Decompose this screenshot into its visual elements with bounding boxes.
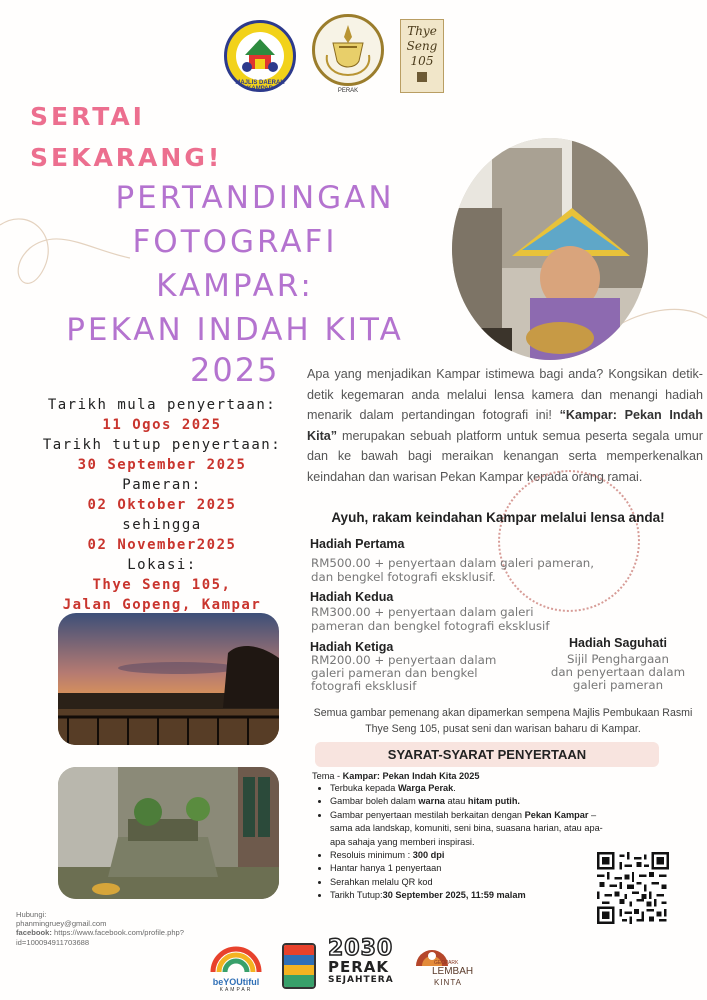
exhibition-note-line-1: Semua gambar pemenang akan dipamerkan sempena Majlis Pembukaan Rasmi — [313, 707, 693, 719]
sertai-line: SERTAI — [30, 102, 145, 131]
intro-paragraph — [307, 364, 703, 488]
third-prize-desc-1: RM200.00 + penyertaan dalam — [311, 653, 497, 667]
contact-email[interactable]: phanmingruey@gmail.com — [16, 919, 107, 929]
exhibition-label: Pameran: — [122, 477, 202, 493]
rule-item — [330, 876, 610, 889]
rule-text: Gambar penyertaan mestilah berkaitan dengan — [330, 809, 525, 820]
title-line-4: PEKAN INDAH KITA — [66, 312, 404, 348]
perak-2030-number: 2030 — [328, 936, 394, 961]
beyoutiful-kampar-logo — [209, 944, 263, 993]
exhibition-start-value: 02 Oktober 2025 — [87, 497, 237, 513]
rule-bold: Warga Perak — [397, 783, 454, 793]
third-prize-desc-2: galeri pameran dan bengkel — [311, 666, 478, 680]
location-line-2: Jalan Gopeng, Kampar — [62, 597, 262, 613]
rule-text: – sama ada landskap, komuniti, seni bina, suasana harian, atau apa-apa sahaja yang memberi inspirasi. — [330, 809, 603, 847]
mdk-caption: MAJLIS DAERAH KAMPAR — [235, 80, 285, 92]
exhibition-end-value: 02 November2025 — [87, 537, 237, 553]
intro-theme-bold: “Kampar: Pekan Indah Kita” — [307, 408, 703, 443]
geopark-lembah-kinta-logo — [414, 938, 474, 990]
title-line-3: KAMPAR: — [156, 268, 314, 304]
rule-bold: 30 September 2025, 11:59 malam — [382, 890, 526, 901]
perak-caption: PERAK — [337, 88, 359, 94]
rule-text: Terbuka kepada — [330, 783, 398, 793]
first-prize-desc-2: dan bengkel fotografi eksklusif. — [311, 570, 496, 584]
title-year: 2025 — [190, 351, 280, 389]
consolation-desc-3: galeri pameran — [572, 678, 664, 692]
heritage-well-photo — [58, 767, 279, 899]
sertai-sekarang-heading — [30, 96, 222, 178]
rule-bold: 300 dpi — [412, 850, 445, 861]
first-prize-desc-1: RM500.00 + penyertaan dalam galeri pameran, — [311, 556, 595, 570]
rule-text: Gambar boleh dalam — [330, 796, 419, 807]
facebook-id: id=100094911703688 — [16, 937, 90, 947]
dotted-circle-decoration — [498, 470, 640, 612]
second-prize-title: Hadiah Kedua — [310, 590, 394, 604]
rule-text: Resoluis minimum : — [330, 850, 413, 861]
geopark-text: GEOPARK — [434, 960, 459, 966]
start-date-label: Tarikh mula penyertaan: — [47, 397, 277, 413]
perak-sejahtera-2030-logo — [328, 938, 400, 985]
title-line-2: FOTOGRAFI — [132, 224, 338, 260]
call-to-action: Ayuh, rakam keindahan Kampar melalui lensa anda! — [331, 510, 665, 525]
title-line-1: PERTANDINGAN — [115, 180, 395, 216]
location-label: Lokasi: — [127, 557, 197, 573]
contact-label: Hubungi: — [16, 910, 47, 919]
beyoutiful-kampar-text: KAMPAR — [219, 987, 253, 993]
rule-bold: hitam putih. — [467, 796, 520, 807]
rule-item — [330, 809, 610, 849]
rule-item — [330, 849, 610, 862]
rules-list — [314, 782, 610, 903]
rule-item — [330, 889, 610, 902]
perak-2030-sejahtera: SEJAHTERA — [328, 975, 394, 985]
until-label: sehingga — [122, 517, 202, 533]
geopark-kinta: KINTA — [434, 978, 462, 987]
exhibition-note-line-2: Thye Seng 105, pusat seni dan warisan baharu di Kampar. — [365, 723, 641, 735]
theme-label: Tema - — [312, 771, 343, 781]
rule-text: Tarikh Tutup: — [330, 890, 383, 901]
intro-text-1: Apa yang menjadikan Kampar istimewa bagi anda? Kongsikan detik-detik kegemaran anda melalui lensa kamera dan menangi hadiah menarik dalam pertandingan fotografi ini! — [307, 367, 703, 423]
street-mural-photo — [452, 138, 648, 360]
contact-facebook[interactable] — [16, 928, 276, 937]
facebook-label: facebook: — [16, 928, 52, 938]
consolation-desc-1: Sijil Penghargaan — [566, 652, 670, 666]
consolation-prize-title: Hadiah Saguhati — [569, 636, 667, 650]
sunset-lake-photo — [58, 613, 279, 745]
rule-text: atau — [444, 796, 468, 807]
rule-text: . — [453, 783, 456, 793]
thye-seng-word-1: Thye — [407, 24, 437, 38]
kampar-badge-logo — [282, 943, 316, 989]
thye-seng-105-logo — [400, 19, 444, 93]
location-line-1: Thye Seng 105, — [92, 577, 232, 593]
rules-heading: SYARAT-SYARAT PENYERTAAN — [315, 742, 659, 767]
intro-text-2: merupakan sebuah platform untuk semua peserta segala umur dan ke bawah bagi meraikan kenangan serta memperkenalkan keindahan dan warisan Pekan Kampar kepada orang ramai. — [307, 428, 703, 484]
second-prize-desc-1: RM300.00 + penyertaan dalam galeri — [311, 605, 534, 619]
rule-item — [330, 782, 610, 795]
exhibition-note — [304, 705, 702, 737]
beyoutiful-text: beYOUtiful — [212, 977, 260, 987]
thye-seng-word-2: Seng — [406, 39, 438, 53]
theme-value: Kampar: Pekan Indah Kita 2025 — [342, 771, 480, 781]
second-prize-desc-2: pameran dan bengkel fotografi eksklusif — [311, 619, 550, 633]
third-prize-desc-3: fotografi eksklusif — [311, 679, 417, 693]
rule-text: Hantar hanya 1 penyertaan — [330, 863, 442, 874]
theme-line — [312, 771, 479, 781]
facebook-url: https://www.facebook.com/profile.php? — [51, 928, 184, 938]
close-date-label: Tarikh tutup penyertaan: — [42, 437, 282, 453]
consolation-desc-2: dan penyertaan dalam — [550, 665, 686, 679]
rule-item — [330, 862, 610, 875]
perak-crest-logo — [312, 14, 384, 86]
rule-bold: Pekan Kampar — [524, 809, 589, 820]
rule-text: Serahkan melalu QR kod — [330, 876, 433, 887]
sekarang-line: SEKARANG! — [30, 143, 223, 172]
rule-item — [330, 795, 610, 808]
geopark-lembah: LEMBAH — [432, 966, 474, 977]
thye-seng-word-3: 105 — [410, 54, 434, 68]
registration-qr-code[interactable] — [597, 852, 669, 924]
key-dates — [22, 395, 302, 615]
competition-title — [40, 176, 430, 352]
perak-2030-perak: PERAK — [328, 958, 390, 976]
first-prize-title: Hadiah Pertama — [310, 537, 405, 551]
contact-info — [16, 910, 276, 947]
rule-bold: warna — [418, 796, 445, 807]
close-date-value: 30 September 2025 — [77, 457, 247, 473]
start-date-value: 11 Ogos 2025 — [102, 417, 222, 433]
third-prize-title: Hadiah Ketiga — [310, 640, 394, 654]
